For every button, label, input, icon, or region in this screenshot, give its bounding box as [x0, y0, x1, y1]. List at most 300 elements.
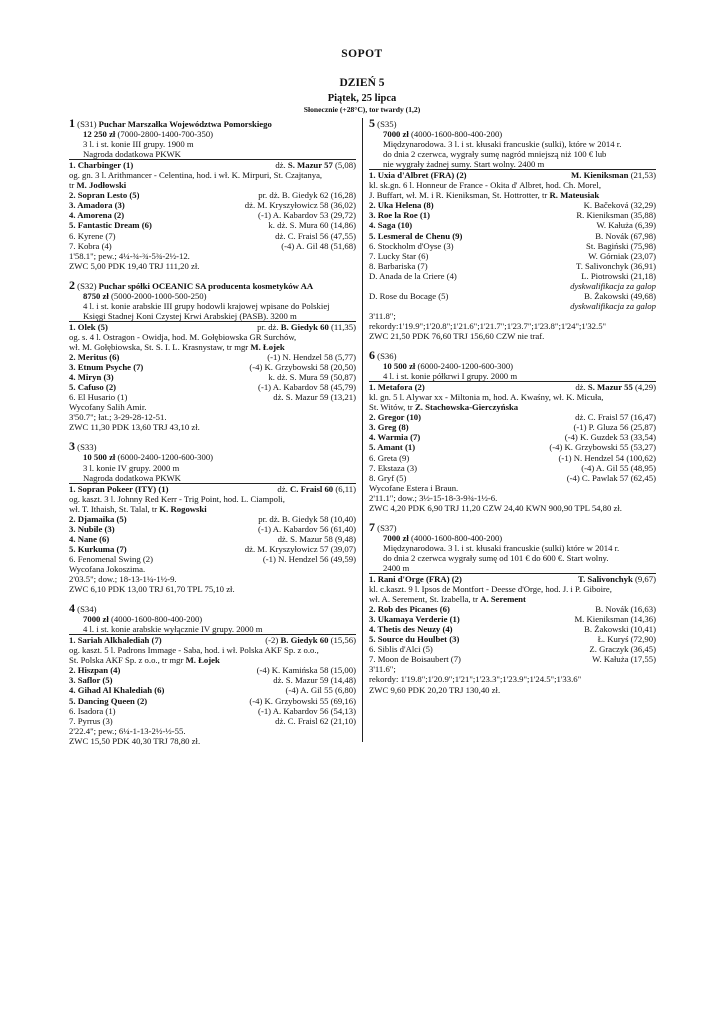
- jockey-name: B. Giedyk 60: [280, 635, 329, 646]
- placing-jockey: dż. S. Mazur 59 (13,21): [273, 392, 356, 403]
- race-block: [69, 118, 356, 271]
- pedigree-line: kl. c.kaszt. 9 l. Ipsos de Montfort - Deesse d'Orge, hod. J. i P. Giboire,: [369, 584, 612, 595]
- placing-row: [69, 665, 356, 675]
- placing-row: [69, 544, 356, 554]
- placing-jockey: (-1) A. Kabardov 56 (61,40): [258, 523, 356, 534]
- winner-horse: 1. Charbinger (1): [69, 160, 134, 171]
- jockey-prefix: pr. dż.: [257, 321, 281, 332]
- race-conditions: [369, 361, 656, 371]
- result-footer: ZWC 4,20 PDK 6,90 TRJ 11,20 CZW 24,40 KWN 900,90 TPL 54,80 zł.: [369, 502, 622, 513]
- trainer-line: [69, 655, 356, 665]
- trainer-name: M. Łojek: [250, 341, 285, 352]
- winner-line: [369, 574, 656, 584]
- placing-row: [69, 675, 356, 685]
- race-conditions: [69, 452, 356, 462]
- placing-row: [369, 432, 656, 442]
- race-conditions: [69, 149, 356, 160]
- left-column: [69, 118, 356, 746]
- trainer-prefix: St. Polska AKF Sp. z o.o., tr mgr: [69, 655, 186, 666]
- trainer-prefix: wł. A. Serement, St. Izabella, tr: [369, 594, 481, 605]
- winner-jockey: [253, 322, 356, 332]
- placing-horse: 3. Ukamaya Verderie (1): [369, 614, 460, 625]
- right-column: [369, 118, 656, 695]
- placing-row: [69, 210, 356, 220]
- race-number: 3: [69, 439, 75, 454]
- trainer-name: Z. Stachowska-Gierczyńska: [415, 402, 519, 413]
- prize-amount: 8750 zł: [83, 290, 109, 301]
- placing-horse: 2. Hiszpan (4): [69, 665, 121, 676]
- condition-text: (6000-2400-1200-600-300): [115, 452, 214, 463]
- result-footer: 2'22.4"; pew.; 6¼-1-13-2½-½-55.: [69, 725, 186, 736]
- placing-row: [69, 200, 356, 210]
- placing-horse: 7. Lucky Star (6): [369, 250, 429, 261]
- winner-horse: 1. Olek (5): [69, 321, 108, 332]
- condition-text: (4000-1600-800-400-200): [408, 532, 503, 543]
- placing-row: [369, 261, 656, 271]
- placing-row: [69, 514, 356, 524]
- placing-row: [369, 453, 656, 463]
- trainer-name: A. Serement: [480, 594, 526, 605]
- race-conditions: [369, 371, 656, 382]
- trainer-name: R. Mateusiak: [549, 190, 600, 201]
- placing-horse: 3. Saflor (5): [69, 675, 113, 686]
- condition-text: 3 l. i st. konie III grupy. 1900 m: [83, 139, 194, 150]
- winner-jockey: [574, 574, 656, 584]
- trainer-prefix: J. Buffart, wł. M. i R. Kieniksman, St. Hottrotter, tr: [369, 190, 550, 201]
- placing-horse: 4. Miryn (3): [69, 372, 114, 383]
- condition-text: 3 l. konie IV grupy. 2000 m: [83, 462, 180, 473]
- placing-horse: 7. Ekstaza (3): [369, 462, 418, 473]
- placing-jockey: (-1) N. Hendzel 58 (5,77): [267, 352, 356, 363]
- placing-row: [69, 352, 356, 362]
- placing-horse: 2. Sopran Lesto (5): [69, 190, 140, 201]
- placing-row: [369, 241, 656, 251]
- condition-text: (4000-1600-800-400-200): [408, 129, 503, 140]
- placing-jockey: (-4) A. Gil 48 (51,68): [281, 240, 356, 251]
- placing-jockey: pr. dż. B. Giedyk 58 (10,40): [258, 513, 356, 524]
- placing-jockey: (-4) K. Guzdek 53 (33,54): [564, 432, 656, 443]
- placing-jockey: L. Piotrowski (21,18): [581, 270, 656, 281]
- prize-amount: 12 250 zł: [83, 129, 116, 140]
- race-conditions: [369, 139, 656, 149]
- winner-horse: 1. Sopran Pokeer (ITY) (1): [69, 483, 169, 494]
- race-conditions: [69, 463, 356, 473]
- disqualification-note: dyskwalifikacja za galop: [570, 300, 656, 311]
- result-footer: rekordy:1'19.9";1'20.8";1'21.6";1'21.7";1'23.7";1'23.8";1'24";1'32.5": [369, 320, 607, 331]
- placing-jockey: W. Kałuża (17,55): [592, 654, 656, 665]
- race-conditions: [369, 553, 656, 563]
- winner-odds: (15,56): [328, 635, 356, 646]
- result-footer: 3'50.7"; łat.; 3-29-28-12-51.: [69, 412, 167, 423]
- race-heading: [69, 441, 356, 452]
- placing-row: [69, 554, 356, 564]
- placing-row: [369, 200, 656, 210]
- placing-jockey: dż. C. Fraisl 62 (21,10): [275, 715, 356, 726]
- trainer-name: M. Łojek: [185, 655, 220, 666]
- jockey-prefix: (-2): [265, 635, 281, 646]
- winner-horse: 1. Sariah Alkhalediah (7): [69, 635, 162, 646]
- prize-amount: 10 500 zł: [83, 452, 116, 463]
- race-block: [369, 118, 656, 341]
- race-conditions: [69, 624, 356, 635]
- race-heading: [69, 603, 356, 614]
- placing-row: [369, 291, 656, 301]
- column-divider: [362, 118, 363, 742]
- race-conditions: [369, 543, 656, 553]
- placing-horse: 7. Moon de Boisaubert (7): [369, 654, 461, 665]
- placing-horse: 3. Etnum Psyche (7): [69, 362, 144, 373]
- placing-horse: 4. Thetis des Neuzy (4): [369, 624, 453, 635]
- placing-row: [369, 654, 656, 664]
- winner-horse: 1. Uxia d'Albret (FRA) (2): [369, 170, 467, 181]
- trainer-line: [369, 190, 656, 200]
- condition-text: do dnia 2 czerwca, wygrały sumę nagród mniejszą niż 100 € lub: [383, 149, 607, 160]
- race-block: [69, 603, 356, 746]
- jockey-name: T. Salivonchyk: [577, 574, 633, 585]
- trainer-line: [69, 504, 356, 514]
- placing-row: [69, 190, 356, 200]
- race-conditions: [369, 159, 656, 170]
- jockey-name: S. Mazur 57: [287, 160, 333, 171]
- race-code: (S35): [377, 119, 397, 129]
- race-number: 1: [69, 116, 75, 130]
- placing-horse: 5. Cafuso (2): [69, 382, 117, 393]
- placing-jockey: (-4) K. Kamińska 58 (15,00): [256, 665, 356, 676]
- race-conditions: [69, 291, 356, 301]
- condition-text: 4 l. i st. konie półkrwi I grupy. 2000 m: [383, 371, 518, 382]
- placing-horse: 8. Gryf (5): [369, 472, 407, 483]
- race-conditions: [69, 301, 356, 311]
- placing-jockey: B. Żakowski (49,68): [584, 290, 656, 301]
- result-footer: ZWC 6,10 PDK 13,00 TRJ 61,70 TPL 75,10 zł.: [69, 584, 235, 595]
- race-conditions: [369, 533, 656, 543]
- placing-jockey: Z. Graczyk (36,45): [589, 644, 656, 655]
- race-code: (S33): [77, 442, 97, 453]
- placing-horse: 2. Meritus (6): [69, 352, 120, 363]
- condition-text: (7000-2800-1400-700-350): [115, 129, 214, 140]
- jockey-name: S. Mazur 55: [587, 382, 633, 393]
- placing-jockey: (-1) N. Hendzel 56 (49,59): [262, 553, 356, 564]
- race-number: 4: [69, 601, 75, 616]
- race-code: (S37): [377, 522, 397, 533]
- placing-row: [69, 382, 356, 392]
- page-header: [0, 48, 724, 114]
- race-block: [69, 441, 356, 594]
- pedigree-line: og. kaszt. 5 l. Padrons Immage - Saba, hod. i wł. Polska AKF Sp. z o.o.,: [69, 645, 319, 656]
- placing-jockey: (-4) A. Gil 55 (48,95): [581, 462, 656, 473]
- placing-jockey: Ł. Kuryś (72,90): [597, 634, 656, 645]
- placing-row: [69, 534, 356, 544]
- placing-row: [69, 716, 356, 726]
- placing-jockey: (-1) A. Kabardov 53 (29,72): [258, 210, 356, 221]
- placing-jockey: (-1) N. Hendzel 54 (100,62): [558, 452, 656, 463]
- placing-row: [69, 362, 356, 372]
- placing-jockey: W. Kałuża (6,39): [596, 220, 656, 231]
- placing-jockey: dż. C. Fraisl 56 (47,55): [275, 230, 356, 241]
- placing-jockey: (-1) A. Kabardov 58 (45,79): [258, 382, 356, 393]
- placing-horse: 6. El Husario (1): [69, 392, 128, 403]
- placing-horse: 5. Kurkuma (7): [69, 543, 127, 554]
- condition-text: (5000-2000-1000-500-250): [108, 290, 207, 301]
- placing-jockey: (-1) P. Gluza 56 (25,87): [573, 422, 656, 433]
- condition-text: (6000-2400-1200-600-300): [415, 361, 514, 372]
- winner-horse: 1. Rani d'Orge (FRA) (2): [369, 574, 462, 585]
- prize-amount: 7000 zł: [383, 532, 409, 543]
- placing-row: [69, 220, 356, 230]
- race-block: [69, 277, 356, 433]
- result-footer: 2'03.5"; dow.; 18-13-1¼-1½-9.: [69, 574, 177, 585]
- winner-horse: 1. Metafora (2): [369, 382, 425, 393]
- placing-jockey: dż. M. Kryszyłowicz 57 (39,07): [244, 543, 356, 554]
- result-footer: ZWC 11,30 PDK 13,60 TRJ 43,10 zł.: [69, 422, 200, 433]
- placing-horse: 2. Rob des Picanes (6): [369, 604, 450, 615]
- placing-horse: 2. Gregor (10): [369, 412, 422, 423]
- placing-jockey: M. Kieniksman (14,36): [574, 614, 656, 625]
- placing-horse: 4. Warmia (7): [369, 432, 421, 443]
- placing-horse: 6. Fenomenal Swing (2): [69, 553, 153, 564]
- result-footer: ZWC 15,50 PDK 40,30 TRJ 78,80 zł.: [69, 735, 201, 746]
- trainer-name: K. Rogowski: [159, 503, 207, 514]
- trainer-line: [69, 342, 356, 352]
- placing-horse: 6. Greta (9): [369, 452, 410, 463]
- race-conditions: [69, 614, 356, 624]
- jockey-prefix: dż.: [575, 382, 588, 393]
- date-line: Piątek, 25 lipca: [327, 93, 397, 104]
- winner-jockey: [567, 170, 656, 180]
- placing-row: [369, 473, 656, 483]
- placing-horse: 7. Kobra (4): [69, 240, 112, 251]
- placing-horse: 5. Fantastic Dream (6): [69, 220, 152, 231]
- placing-jockey: (-4) C. Pawlak 57 (62,45): [566, 472, 656, 483]
- winner-odds: (21,53): [628, 170, 656, 181]
- winner-jockey: [571, 382, 656, 392]
- race-block: [369, 350, 656, 513]
- trainer-line: [369, 594, 656, 604]
- placing-row: [369, 624, 656, 634]
- placing-horse: 3. Roe la Roe (1): [369, 210, 431, 221]
- winner-odds: (6,11): [333, 483, 356, 494]
- placing-row: [69, 231, 356, 241]
- placing-row: [369, 604, 656, 614]
- placing-horse: 8. Barbariska (7): [369, 260, 428, 271]
- placing-row: [369, 634, 656, 644]
- result-footer: ZWC 9,60 PDK 20,20 TRJ 130,40 zł.: [369, 684, 501, 695]
- placing-horse: 7. Pyrrus (3): [69, 715, 113, 726]
- placing-row: [369, 422, 656, 432]
- placing-row: [69, 524, 356, 534]
- pedigree-line: og. s. 4 l. Ostragon - Owidja, hod. M. Gołębiowska GR Surchów,: [69, 331, 297, 342]
- condition-text: 4 l. i st. konie arabskie III grupy hodowli krajowej wpisane do Polskiej: [83, 300, 330, 311]
- jockey-prefix: dż.: [277, 483, 290, 494]
- disqualification-note: dyskwalifikacja za galop: [570, 280, 656, 291]
- race-block: [369, 519, 656, 695]
- placing-jockey: B. Żakowski (10,41): [584, 624, 656, 635]
- placing-jockey: dż. C. Fraisl 57 (16,47): [575, 412, 656, 423]
- race-title: Puchar spółki OCEANIC SA producenta kosmetyków AA: [98, 280, 314, 291]
- race-conditions: [69, 473, 356, 484]
- placing-row: [369, 644, 656, 654]
- placing-jockey: (-1) A. Kabardov 56 (54,13): [258, 705, 356, 716]
- result-footer: Wycofane Estera i Braun.: [369, 482, 459, 493]
- placing-horse: 5. Source du Houlbet (3): [369, 634, 460, 645]
- placing-row: [69, 685, 356, 695]
- placing-horse: 3. Amadora (3): [69, 200, 125, 211]
- placing-horse: 6. Stockholm d'Oyse (3): [369, 240, 454, 251]
- condition-text: Nagroda dodatkowa PKWK: [83, 149, 181, 160]
- placing-horse: 5. Lesmeral de Chenu (9): [369, 230, 463, 241]
- winner-odds: (11,35): [328, 321, 356, 332]
- placing-jockey: dż. M. Kryszyłowicz 58 (36,02): [244, 200, 356, 211]
- placing-jockey: W. Górniak (23,07): [588, 250, 656, 261]
- placing-row: [369, 210, 656, 220]
- race-code: (S34): [77, 604, 97, 615]
- result-footer: 1'58.1"; pew.; 4¼-¾-¾-5¾-2½-12.: [69, 250, 190, 261]
- race-conditions: [69, 311, 356, 322]
- placing-horse: 3. Nubile (3): [69, 523, 115, 534]
- race-conditions: [369, 129, 656, 139]
- placing-row: [69, 696, 356, 706]
- trainer-prefix: tr: [69, 180, 77, 191]
- result-footer: ZWC 21,50 PDK 76,60 TRJ 156,60 CZW nie traf.: [369, 330, 545, 341]
- placing-jockey: (-4) K. Grzybowski 58 (20,50): [249, 362, 356, 373]
- race-heading: [369, 350, 656, 361]
- pedigree-line: kl. sk.gn. 6 l. Honneur de France - Okita d' Albret, hod. Ch. Morel,: [369, 180, 601, 191]
- placing-jockey: k. dż. S. Mura 60 (14,86): [268, 220, 356, 231]
- winner-line: [69, 484, 356, 494]
- condition-text: Międzynarodowa. 3 l. i st. kłusaki francuskie (sulki) które w 2014 r.: [383, 542, 620, 553]
- placing-row: [369, 220, 656, 230]
- winner-odds: (9,67): [632, 574, 656, 585]
- trainer-line: [69, 180, 356, 190]
- prize-amount: 10 500 zł: [383, 361, 416, 372]
- jockey-name: B. Giedyk 60: [280, 321, 329, 332]
- race-conditions: [69, 129, 356, 139]
- winner-line: [369, 170, 656, 180]
- placing-jockey: T. Salivonchyk (36,91): [576, 260, 656, 271]
- placing-row: [69, 241, 356, 251]
- pedigree-line: og. kaszt. 3 l. Johnny Red Kerr - Trig Point, hod. L. Ciampoli,: [69, 493, 285, 504]
- placing-jockey: k. dż. S. Mura 59 (50,87): [268, 372, 356, 383]
- condition-text: 4 l. i st. konie arabskie wyłącznie IV grupy. 2000 m: [83, 624, 263, 635]
- trainer-prefix: wł. M. Gołębiowska, St. S. I. L. Krasnystaw, tr mgr: [69, 341, 251, 352]
- result-footer: Wycofana Jokoszima.: [69, 563, 146, 574]
- placing-horse: 2. Uka Helena (8): [369, 200, 434, 211]
- placing-horse: 2. Djamaika (5): [69, 513, 127, 524]
- condition-text: (4000-1600-800-400-200): [108, 614, 203, 625]
- winner-odds: (5,08): [332, 160, 356, 171]
- race-heading: [369, 118, 656, 129]
- placing-row: [369, 231, 656, 241]
- winner-line: [69, 322, 356, 332]
- race-code: (S32): [77, 280, 97, 291]
- placing-jockey: R. Kieniksman (35,88): [576, 210, 656, 221]
- placing-horse: 5. Dancing Queen (2): [69, 695, 148, 706]
- placing-row: [369, 281, 656, 291]
- race-title: Puchar Marszałka Województwa Pomorskiego: [98, 119, 272, 129]
- winner-line: [369, 382, 656, 392]
- winner-jockey: [273, 484, 356, 494]
- placing-horse: 6. Isadora (1): [69, 705, 116, 716]
- winner-line: [69, 635, 356, 645]
- placing-jockey: (-4) K. Grzybowski 55 (69,16): [249, 695, 356, 706]
- placing-horse: D. Anada de la Criere (4): [369, 270, 457, 281]
- race-conditions: [369, 149, 656, 159]
- placing-jockey: dż. S. Mazur 58 (9,48): [277, 533, 356, 544]
- condition-text: Księgi Stadnej Koni Czystej Krwi Arabskiej (PASB). 3200 m: [83, 310, 297, 321]
- jockey-name: M. Kieniksman: [571, 170, 629, 181]
- condition-text: 2400 m: [383, 562, 410, 573]
- placing-row: [369, 271, 656, 281]
- trainer-name: M. Jodłowski: [76, 180, 127, 191]
- pedigree-line: kl. gn. 5 l. Alywar xx - Miltonia m, hod. A. Kwaśny, wł. K. Micuła,: [369, 392, 604, 403]
- race-conditions: [369, 563, 656, 574]
- result-footer: 3'11.8";: [369, 310, 396, 321]
- placing-jockey: (-4) A. Gil 55 (6,80): [285, 685, 356, 696]
- race-code: (S36): [377, 351, 397, 362]
- placing-horse: 6. Siblis d'Alci (5): [369, 644, 433, 655]
- winner-jockey: [271, 160, 356, 170]
- placing-jockey: pr. dż. B. Giedyk 62 (16,28): [258, 190, 356, 201]
- placing-horse: D. Rose du Bocage (5): [369, 290, 449, 301]
- result-footer: 3'11.6";: [369, 664, 396, 675]
- pedigree-line: og. gn. 3 l. Arithmancer - Celentina, hod. i wł. K. Mirpuri, St. Czajtanya,: [69, 170, 323, 181]
- placing-jockey: (-4) K. Grzybowski 55 (53,27): [549, 442, 656, 453]
- placing-horse: 4. Saga (10): [369, 220, 413, 231]
- weather-line: Słonecznie (+28°C), tor twardy (1,2): [303, 105, 421, 114]
- placing-jockey: B. Novák (16,63): [595, 604, 656, 615]
- jockey-prefix: dż.: [275, 160, 288, 171]
- result-footer: ZWC 5,00 PDK 19,40 TRJ 111,20 zł.: [69, 260, 200, 271]
- trainer-prefix: wł. T. Ithaish, St. Talal, tr: [69, 503, 160, 514]
- placing-horse: 6. Kyrene (7): [69, 230, 116, 241]
- condition-text: Międzynarodowa. 3 l. i st. kłusaki francuskie (sulki), które w 2014 r.: [383, 139, 622, 150]
- placing-row: [369, 301, 656, 311]
- trainer-prefix: St. Witów, tr: [369, 402, 415, 413]
- placing-jockey: dż. S. Mazur 59 (14,48): [273, 675, 356, 686]
- placing-row: [69, 372, 356, 382]
- race-number: 2: [69, 277, 75, 292]
- condition-text: Nagroda dodatkowa PKWK: [83, 472, 181, 483]
- winner-line: [69, 160, 356, 170]
- placing-horse: 4. Nane (6): [69, 533, 110, 544]
- placing-jockey: St. Bagiński (75,98): [586, 240, 656, 251]
- jockey-name: C. Fraisl 60: [289, 483, 334, 494]
- placing-row: [369, 442, 656, 452]
- placing-row: [369, 614, 656, 624]
- placing-row: [369, 251, 656, 261]
- race-heading: [69, 277, 356, 292]
- winner-odds: (4,29): [632, 382, 656, 393]
- result-footer: rekordy: 1'19.8";1'20.9";1'21";1'23.3";1'23.9";1'24.5";1'33.6": [369, 674, 582, 685]
- race-number: 6: [369, 348, 375, 363]
- race-heading: [69, 118, 356, 129]
- placing-horse: 5. Amant (1): [369, 442, 416, 453]
- placing-horse: 3. Greg (8): [369, 422, 409, 433]
- result-footer: 2'11.1"; dow.; 3½-15-18-3-9¾-1½-6.: [369, 492, 498, 503]
- race-conditions: [69, 139, 356, 149]
- day-title: DZIEŃ 5: [339, 77, 385, 89]
- placing-row: [69, 706, 356, 716]
- condition-text: nie wygrały żadnej sumy. Start wolny. 2400 m: [383, 159, 545, 170]
- placing-horse: 4. Amorena (2): [69, 210, 125, 221]
- prize-amount: 7000 zł: [383, 129, 409, 140]
- placing-jockey: B. Novák (67,98): [595, 230, 656, 241]
- race-number: 5: [369, 116, 375, 130]
- placing-row: [369, 412, 656, 422]
- city-title: SOPOT: [341, 48, 383, 60]
- placing-row: [69, 392, 356, 402]
- race-code: (S31): [77, 119, 97, 129]
